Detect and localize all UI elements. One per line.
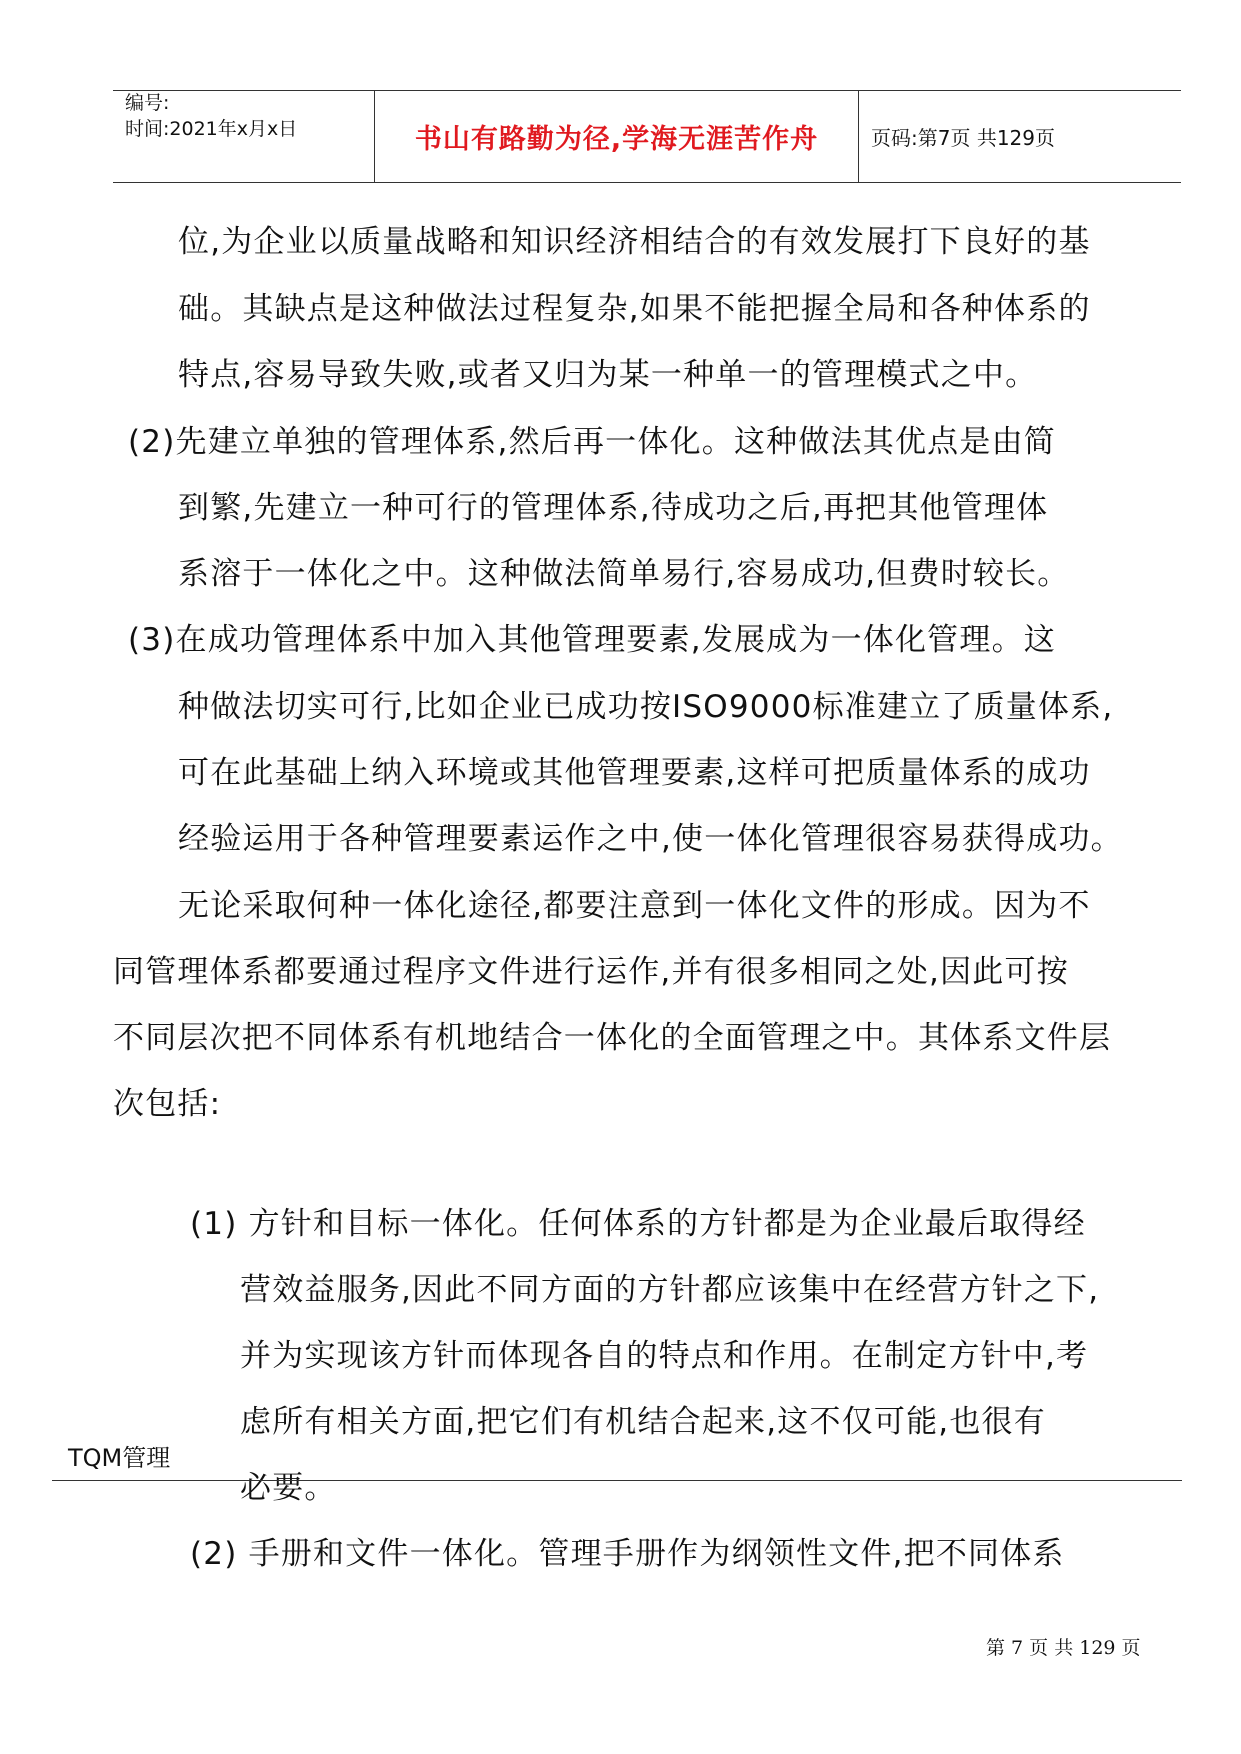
- body-line: 必要。: [240, 1470, 337, 1506]
- header-motto-cell: [375, 91, 859, 182]
- body-line: 础。其缺点是这种做法过程复杂,如果不能把握全局和各种体系的: [178, 291, 1091, 327]
- footer-page-number: 第 7 页 共 129 页: [986, 1637, 1141, 1659]
- body-line: (3)在成功管理体系中加入其他管理要素,发展成为一体化管理。这: [128, 622, 1056, 658]
- header-info-cell: [113, 91, 375, 182]
- page-code: 页码:第7页 共129页: [871, 126, 1055, 150]
- footer-left-label: TQM管理: [68, 1444, 171, 1472]
- body-line: (2)先建立单独的管理体系,然后再一体化。这种做法其优点是由简: [128, 424, 1056, 460]
- body-line: 营效益服务,因此不同方面的方针都应该集中在经营方针之下,: [240, 1272, 1100, 1308]
- body-line: 同管理体系都要通过程序文件进行运作,并有很多相同之处,因此可按: [113, 954, 1069, 990]
- body-line: 种做法切实可行,比如企业已成功按ISO9000标准建立了质量体系,: [178, 689, 1114, 725]
- body-line: (1) 方针和目标一体化。任何体系的方针都是为企业最后取得经: [190, 1206, 1086, 1242]
- body-line: 经验运用于各种管理要素运作之中,使一体化管理很容易获得成功。: [178, 821, 1123, 857]
- body-line: (2) 手册和文件一体化。管理手册作为纲领性文件,把不同体系: [190, 1536, 1065, 1572]
- header-page-cell: [859, 91, 1181, 182]
- header-table: [113, 90, 1181, 183]
- body-line: 特点,容易导致失败,或者又归为某一种单一的管理模式之中。: [178, 357, 1038, 393]
- body-line: 无论采取何种一体化途径,都要注意到一体化文件的形成。因为不: [178, 888, 1091, 924]
- body-line: 虑所有相关方面,把它们有机结合起来,这不仅可能,也很有: [240, 1404, 1046, 1440]
- body-line: 位,为企业以质量战略和知识经济相结合的有效发展打下良好的基: [178, 224, 1091, 260]
- footer-divider: [52, 1480, 1182, 1481]
- body-line: 次包括:: [113, 1086, 222, 1122]
- body-line: 可在此基础上纳入环境或其他管理要素,这样可把质量体系的成功: [178, 755, 1091, 791]
- body-line: 并为实现该方针而体现各自的特点和作用。在制定方针中,考: [240, 1338, 1089, 1374]
- motto: 书山有路勤为径,学海无涯苦作舟: [414, 124, 819, 155]
- body-line: 系溶于一体化之中。这种做法简单易行,容易成功,但费时较长。: [178, 556, 1070, 592]
- body-line: 到繁,先建立一种可行的管理体系,待成功之后,再把其他管理体: [178, 490, 1049, 526]
- number-label: 编号:: [125, 92, 170, 114]
- body-line: 不同层次把不同体系有机地结合一体化的全面管理之中。其体系文件层: [113, 1020, 1112, 1056]
- date-label: 时间:2021年x月x日: [125, 118, 298, 140]
